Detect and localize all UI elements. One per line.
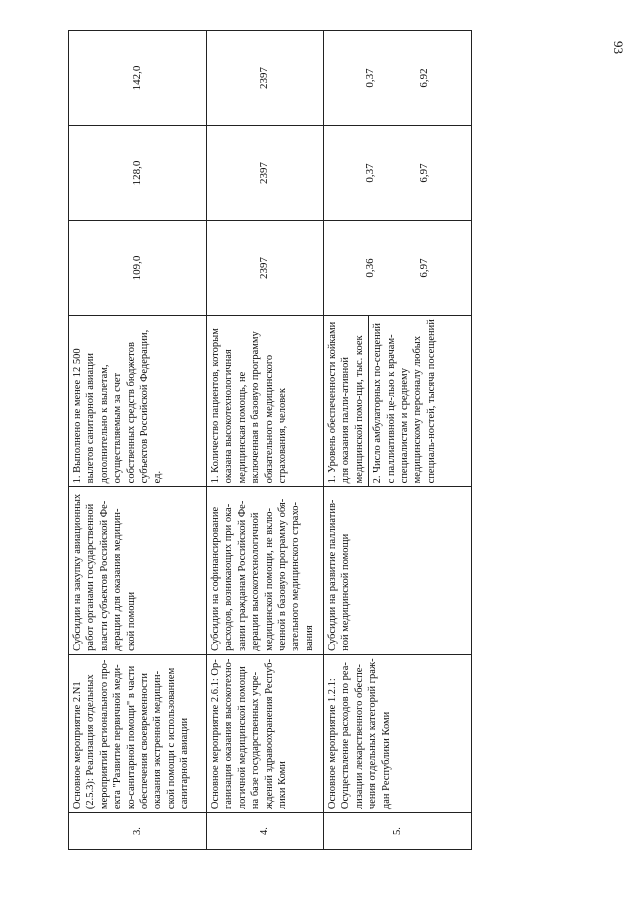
subsidy-cell: Субсидии на закупку авиационных работ органами государственной власти субъектов Российской Фе-дерации для оказания медицин-ской помощи	[69, 487, 207, 654]
table-row	[207, 31, 324, 850]
row-index: 4.	[207, 813, 324, 850]
measure-cell: Основное мероприятие 2.N1 (2.5.3): Реализация отдельных мероприятий регионального про-екта "Развитие первичной меди-ко-санитарной помощи" в части обеспечения своевременности оказания экстренной медицин-ской помощи с использованием санитарной авиации	[69, 654, 207, 812]
value-cell: 2397	[207, 126, 324, 221]
measure-cell: Основное мероприятие 1.2.1: Осуществление расходов по реа-лизации лекарственного обеспе-чения отдельных категорий граж-дан Республики Коми	[324, 654, 472, 812]
value-cell: 109,0	[69, 220, 207, 315]
indicator-cell: 1. Выполнено не менее 12 500 вылетов санитарной авиации дополнительно к вылетам, осуществляемым за счет собственных средств бюджетов субъектов Российской Федерации, ед.	[69, 315, 207, 486]
measure-cell: Основное мероприятие 2.6.1: Ор-ганизация оказания высокотехно-логичной медицинской помощи на базе государственных учре-ждений здравоохранения Респуб-лики Коми	[207, 654, 324, 812]
value-item: 6,92	[417, 68, 430, 88]
value-cell: 2397	[207, 31, 324, 126]
table-row	[324, 31, 472, 850]
value-cell: 142,0	[69, 31, 207, 126]
value-item: 6,97	[417, 163, 430, 183]
value-item: 6,97	[417, 258, 430, 278]
indicator-cell	[324, 315, 472, 486]
value-item: 0,37	[364, 163, 377, 183]
value-cell	[324, 31, 472, 126]
value-cell	[324, 126, 472, 221]
row-index: 5.	[324, 813, 472, 850]
subsidy-cell: Субсидии на софинансирование расходов, возникающих при ока-зании гражданам Российской Фе-дерации высокотехнологичной медицинской помощи, не вклю-ченной в базовую программу обя-зательного медицинского страхо-вания	[207, 487, 324, 654]
value-cell: 2397	[207, 220, 324, 315]
rotated-table-sheet	[68, 30, 471, 850]
indicator-item: 1. Уровень обеспеченности койками для оказания палли-ативной медицинской помо-щи, тыс. коек	[327, 321, 365, 484]
value-cell	[324, 220, 472, 315]
indicator-cell: 1. Количество пациентов, которым оказана высокотехнологичная медицинская помощь, не включенная в базовую программу обязательного медицинского страхования, человек	[207, 315, 324, 486]
indicator-item: 2. Число амбулаторных по-сещений с паллиативной це-лью к врачам-специалистам и среднему медицинскому персоналу любых специаль-ностей, тысяча посещений	[368, 316, 440, 486]
subsidy-table	[68, 30, 472, 850]
value-item: 0,36	[364, 258, 377, 278]
row-index: 3.	[69, 813, 207, 850]
value-cell: 128,0	[69, 126, 207, 221]
table-row	[69, 31, 207, 850]
subsidy-cell: Субсидии на развитие паллиатив-ной медицинской помощи	[324, 487, 472, 654]
page-number: 93	[611, 41, 626, 54]
value-item: 0,37	[364, 68, 377, 88]
